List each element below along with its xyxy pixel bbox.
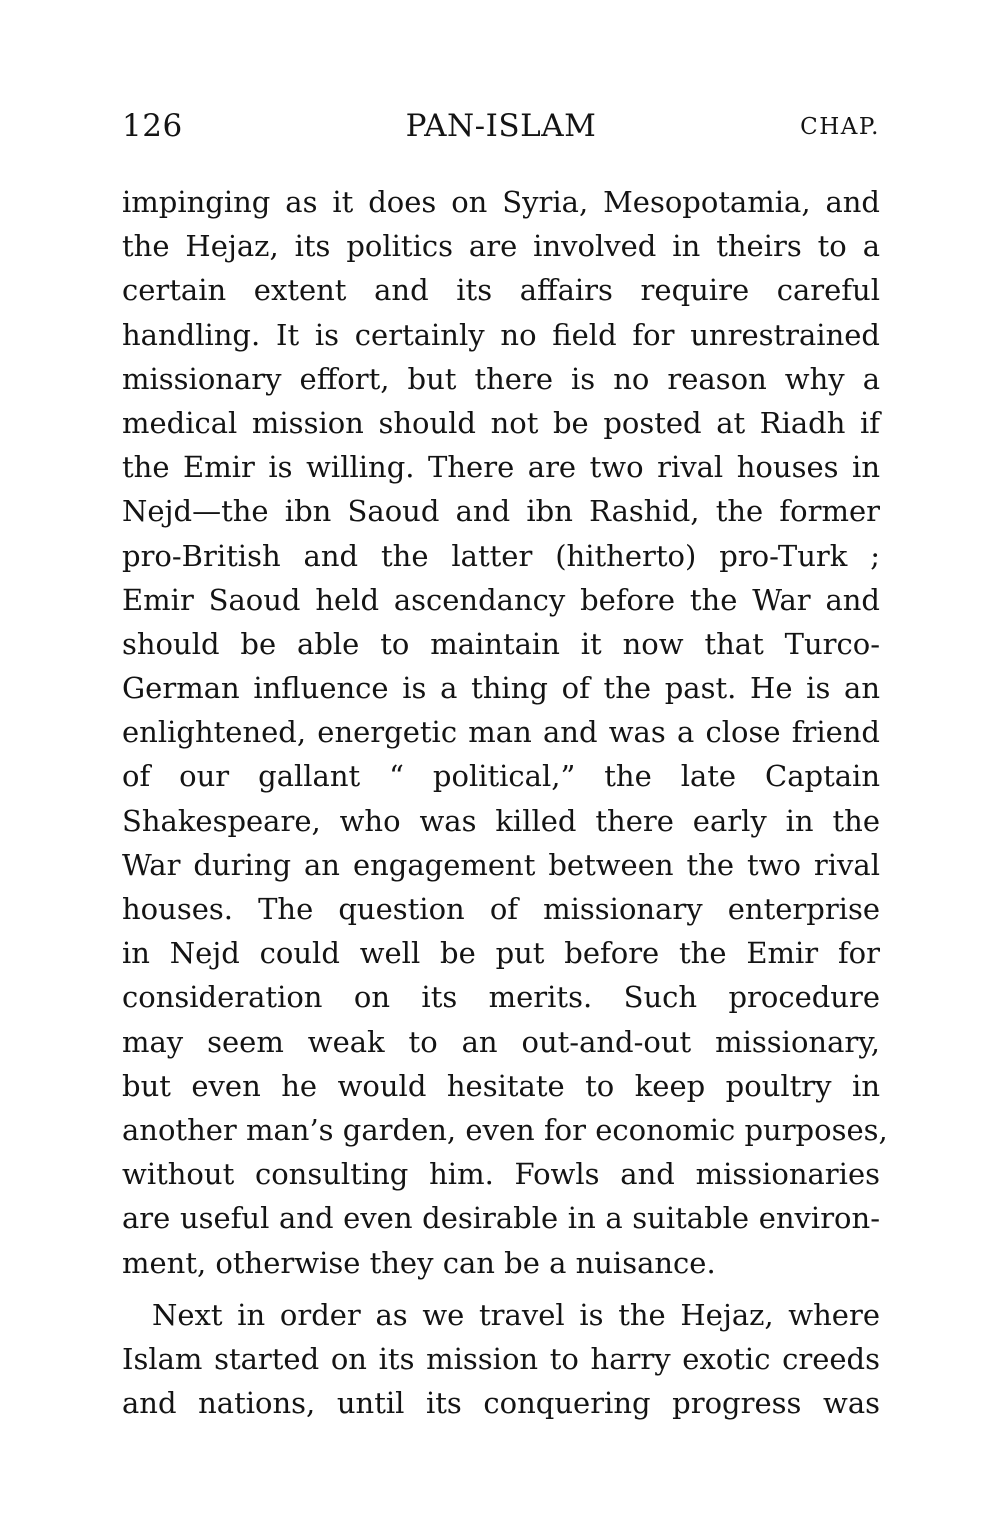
- paragraph: [122, 180, 888, 1285]
- text-line: but even he would hesitate to keep poultry in: [122, 1068, 880, 1103]
- text-line: should be able to maintain it now that Turco-: [122, 626, 880, 661]
- paragraph: [122, 1293, 880, 1426]
- text-line: missionary effort, but there is no reason why a: [122, 361, 880, 396]
- text-line: without consulting him. Fowls and missionaries: [122, 1157, 880, 1192]
- text-line: the Emir is willing. There are two rival houses in: [122, 450, 880, 485]
- text-line: Emir Saoud held ascendancy before the War and: [122, 582, 880, 617]
- text-line: Islam started on its mission to harry exotic creeds: [122, 1341, 880, 1376]
- text-line: handling. It is certainly no field for unrestrained: [122, 317, 880, 352]
- text-line: pro-British and the latter (hitherto) pro-Turk ;: [122, 538, 880, 573]
- text-line: impinging as it does on Syria, Mesopotamia, and: [122, 185, 880, 219]
- text-line: and nations, until its conquering progress was: [122, 1386, 880, 1421]
- text-line: in Nejd could well be put before the Emir for: [122, 936, 880, 971]
- text-line: houses. The question of missionary enterprise: [122, 892, 880, 926]
- book-title: PAN-ISLAM: [405, 108, 597, 144]
- text-line: War during an engagement between the two rival: [122, 847, 880, 882]
- text-line: German influence is a thing of the past. He is an: [122, 671, 880, 706]
- running-head: [122, 108, 880, 158]
- text-line: may seem weak to an out-and-out missionary,: [122, 1024, 880, 1059]
- text-line: Shakespeare, who was killed there early in the: [122, 803, 880, 838]
- text-line: Next in order as we travel is the Hejaz, where: [152, 1297, 880, 1332]
- text-line: the Hejaz, its politics are involved in theirs to a: [122, 229, 880, 264]
- text-line: are useful and even desirable in a suitable environ-: [122, 1201, 880, 1236]
- text-line: ment, otherwise they can be a nuisance.: [122, 1245, 716, 1280]
- paragraph-gap: [122, 1285, 880, 1293]
- body-text: [122, 180, 888, 1425]
- text-line: of our gallant “ political,” the late Captain: [122, 759, 880, 794]
- text-line: Nejd—the ibn Saoud and ibn Rashid, the former: [122, 494, 880, 529]
- text-line: medical mission should not be posted at Riadh if: [122, 405, 880, 440]
- text-line: another man’s garden, even for economic purposes,: [122, 1112, 888, 1147]
- text-line: consideration on its merits. Such procedure: [122, 980, 880, 1015]
- page-number: 126: [122, 108, 183, 144]
- chapter-label: CHAP.: [800, 114, 880, 140]
- text-line: certain extent and its affairs require careful: [122, 273, 880, 308]
- text-line: enlightened, energetic man and was a close friend: [122, 715, 880, 750]
